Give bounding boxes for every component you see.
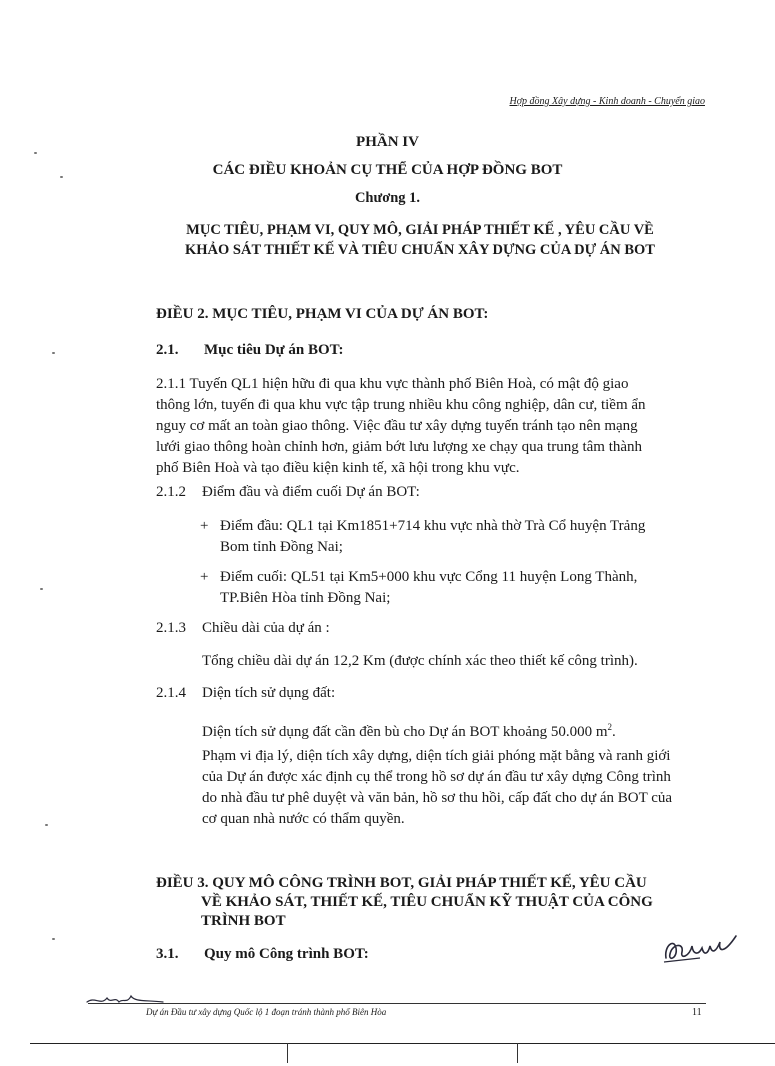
section-2-1-heading xyxy=(156,342,344,359)
scan-speck xyxy=(52,352,55,354)
chapter-subject-title xyxy=(60,220,775,260)
list-item-end-point xyxy=(202,567,722,609)
article-3-heading xyxy=(156,874,716,931)
section-title: Chiều dài của dự án : xyxy=(202,620,330,636)
running-header: Hợp đồng Xây dựng - Kinh doanh - Chuyển giao xyxy=(509,96,705,107)
section-3-1-heading xyxy=(156,946,369,963)
section-title: Mục tiêu Dự án BOT: xyxy=(204,342,344,358)
scan-edge-line xyxy=(30,1043,775,1044)
heading-line: ĐIỀU 3. QUY MÔ CÔNG TRÌNH BOT, GIẢI PHÁP THIẾT KẾ, YÊU CẦU xyxy=(156,875,647,891)
section-2-1-3-heading xyxy=(156,620,330,637)
scan-tick xyxy=(287,1043,288,1063)
bullet-plus: + xyxy=(200,569,209,585)
scan-speck xyxy=(52,938,55,940)
text-line: Bom tỉnh Đồng Nai; xyxy=(220,539,343,555)
article-2-heading: ĐIỀU 2. MỤC TIÊU, PHẠM VI CỦA DỰ ÁN BOT: xyxy=(156,306,489,322)
section-title: Diện tích sử dụng đất: xyxy=(202,685,336,701)
heading-line: TRÌNH BOT xyxy=(201,913,286,929)
section-number: 2.1.3 xyxy=(156,620,186,636)
contract-terms-title: CÁC ĐIỀU KHOẢN CỤ THỂ CỦA HỢP ĐỒNG BOT xyxy=(212,162,563,178)
text-line: Diện tích sử dụng đất cần đền bù cho Dự án BOT khoảng 50.000 m xyxy=(202,724,608,740)
text-line: TP.Biên Hòa tỉnh Đồng Nai; xyxy=(220,590,391,606)
text-line: Điểm đầu: QL1 tại Km1851+714 khu vực nhà thờ Trà Cổ huyện Trảng xyxy=(220,518,646,534)
list-item-start-point xyxy=(202,516,722,558)
footer-rule xyxy=(88,1003,706,1004)
scan-speck xyxy=(34,152,37,154)
paragraph-2-1-3: Tổng chiều dài dự án 12,2 Km (được chính xác theo thiết kế công trình). xyxy=(202,653,638,669)
superscript: 2 xyxy=(607,722,612,732)
footer-project-title: Dự án Đầu tư xây dựng Quốc lộ 1 đoạn tránh thành phố Biên Hòa xyxy=(146,1007,387,1017)
section-title: Quy mô Công trình BOT: xyxy=(204,946,369,962)
text-line: thông lớn, tuyến đi qua khu vực tập trung nhiều khu công nghiệp, dân cư, tiềm ẩn xyxy=(156,397,646,413)
section-number: 3.1. xyxy=(156,946,179,962)
section-2-1-4-heading xyxy=(156,685,335,702)
text-line: phố Biên Hoà và tạo điều kiện kinh tế, xã hội trong khu vực. xyxy=(156,460,520,476)
text-line: lưới giao thông hoàn chỉnh hơn, giảm bớt lưu lượng xe chạy qua trung tâm thành xyxy=(156,439,643,455)
text-line: nguy cơ mất an toàn giao thông. Việc đầu tư xây dựng tuyến tránh tạo nên mạng xyxy=(156,418,638,434)
chapter-title: Chương 1. xyxy=(354,190,421,206)
text-line: cơ quan nhà nước có thẩm quyền. xyxy=(202,811,405,827)
text-line: 2.1.1 Tuyến QL1 hiện hữu đi qua khu vực thành phố Biên Hoà, có mật độ giao xyxy=(156,376,629,392)
text-line: do nhà đầu tư phê duyệt và văn bản, hồ sơ thu hồi, cấp đất cho dự án BOT của xyxy=(202,790,673,806)
scan-tick xyxy=(517,1043,518,1063)
paragraph-2-1-4-scope xyxy=(202,746,672,830)
bullet-plus: + xyxy=(200,518,209,534)
page-number: 11 xyxy=(692,1007,702,1018)
paragraph-2-1-4-area xyxy=(202,717,616,743)
section-title: Điểm đầu và điểm cuối Dự án BOT: xyxy=(202,484,420,500)
section-number: 2.1.4 xyxy=(156,685,186,701)
scan-speck xyxy=(40,588,43,590)
scan-speck xyxy=(60,176,63,178)
text-line: của Dự án được xác định cụ thể trong hồ sơ dự án đầu tư xây dựng Công trình xyxy=(202,769,671,785)
section-2-1-2-heading xyxy=(156,484,420,501)
chapter-subject-line: KHẢO SÁT THIẾT KẾ VÀ TIÊU CHUẨN XÂY DỰNG CỦA DỰ ÁN BOT xyxy=(185,242,655,258)
chapter-subject-line: MỤC TIÊU, PHẠM VI, QUY MÔ, GIẢI PHÁP THIẾT KẾ , YÊU CẦU VỀ xyxy=(186,222,654,238)
section-number: 2.1. xyxy=(156,342,179,358)
paragraph-2-1-1 xyxy=(156,374,646,479)
part-title: PHẦN IV xyxy=(356,134,419,150)
section-number: 2.1.2 xyxy=(156,484,186,500)
text-line: Điểm cuối: QL51 tại Km5+000 khu vực Cổng 11 huyện Long Thành, xyxy=(220,569,638,585)
signature-mark xyxy=(660,928,740,968)
scan-speck xyxy=(45,824,48,826)
heading-line: VỀ KHẢO SÁT, THIẾT KẾ, TIÊU CHUẨN KỸ THUẬT CỦA CÔNG xyxy=(201,894,653,910)
text-punct: . xyxy=(612,724,616,740)
text-line: Phạm vi địa lý, diện tích xây dựng, diện tích giải phóng mặt bằng và ranh giới xyxy=(202,748,671,764)
